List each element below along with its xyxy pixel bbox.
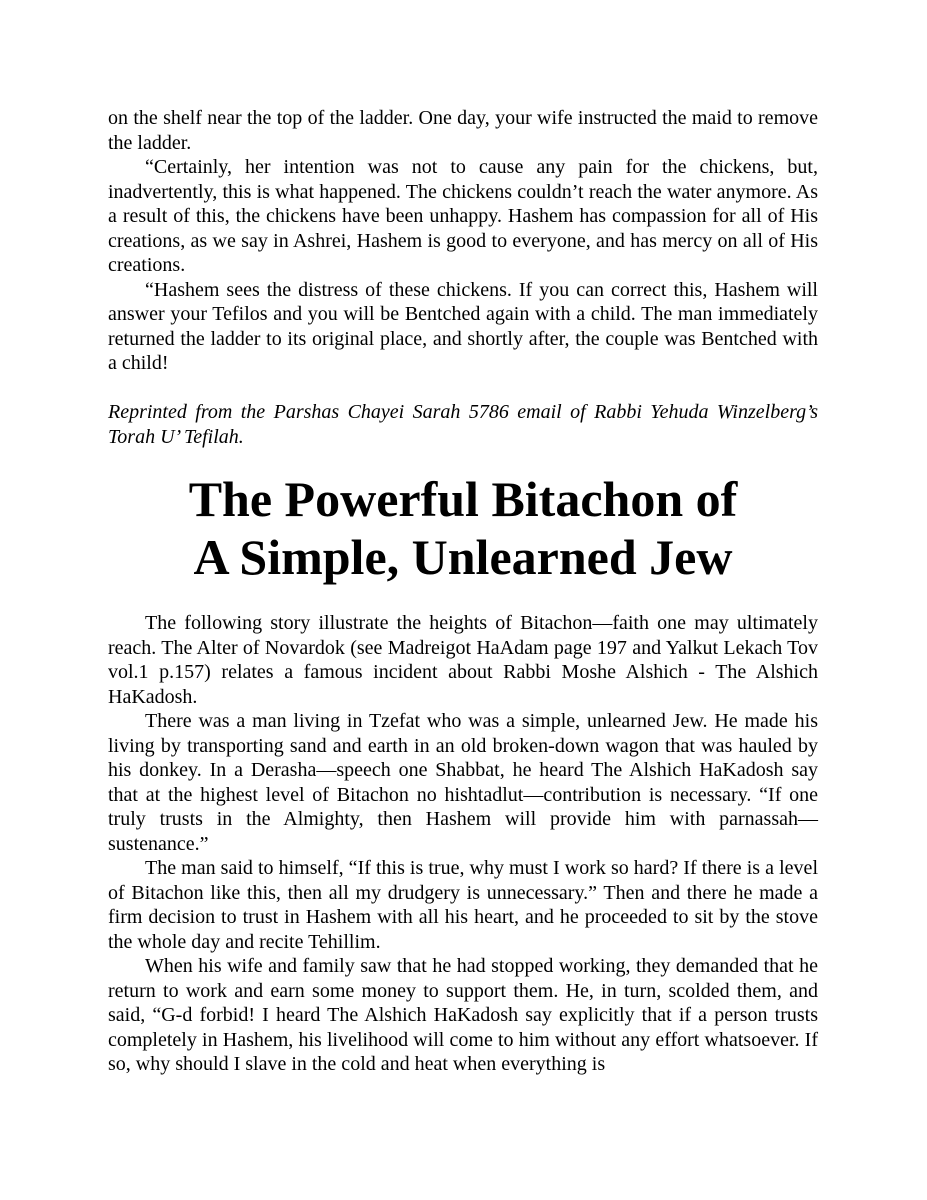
paragraph-man-in-tzefat: There was a man living in Tzefat who was a simple, unlearned Jew. He made his living by transporting sand and earth in an old broken-down wagon that was hauled by his donkey. In a Derasha—speech one Shabbat, he heard The Alshich HaKadosh say that at the highest level of Bitachon no hishtadlut—contribution is necessary. “If one truly trusts in the Almighty, then Hashem will provide him with parnassah—sustenance.” (108, 710, 818, 855)
paragraph-certainly: “Certainly, her intention was not to cause any pain for the chickens, but, inadvertently, this is what happened. The chickens couldn’t reach the water anymore. As a result of this, the chickens have been unhappy. Hashem has compassion for all of His creations, as we say in Ashrei, Hashem is good to everyone, and has mercy on all of His creations. (108, 156, 818, 276)
article-title-line-1: The Powerful Bitachon of (188, 471, 738, 527)
page-content (108, 106, 818, 1077)
article-title-line-2: A Simple, Unlearned Jew (193, 529, 733, 585)
paragraph-wife-family: When his wife and family saw that he had stopped working, they demanded that he return to work and earn some money to support them. He, in turn, scolded them, and said, “G-d forbid! I heard The Alshich HaKadosh say explicitly that if a person trusts completely in Hashem, his livelihood will come to him without any effort whatsoever. If so, why should I slave in the cold and heat when everything is (108, 955, 818, 1075)
paragraph-following-story: The following story illustrate the heights of Bitachon—faith one may ultimately reach. The Alter of Novardok (see Madreigot HaAdam page 197 and Yalkut Lekach Tov vol.1 p.157) relates a famous incident about Rabbi Moshe Alshich - The Alshich HaKadosh. (108, 612, 818, 708)
attribution-note: Reprinted from the Parshas Chayei Sarah 5786 email of Rabbi Yehuda Winzelberg’s Torah U’ Tefilah. (108, 401, 818, 448)
paragraph-hashem-sees: “Hashem sees the distress of these chickens. If you can correct this, Hashem will answer your Tefilos and you will be Bentched again with a child. The man immediately returned the ladder to its original place, and shortly after, the couple was Bentched with a child! (108, 278, 818, 374)
paragraph-continued: on the shelf near the top of the ladder. One day, your wife instructed the maid to remove the ladder. (108, 107, 818, 154)
article-title (108, 470, 818, 586)
paragraph-man-said: The man said to himself, “If this is true, why must I work so hard? If there is a level of Bitachon like this, then all my drudgery is unnecessary.” Then and there he made a firm decision to trust in Hashem with all his heart, and he proceeded to sit by the stove the whole day and recite Tehillim. (108, 857, 818, 953)
